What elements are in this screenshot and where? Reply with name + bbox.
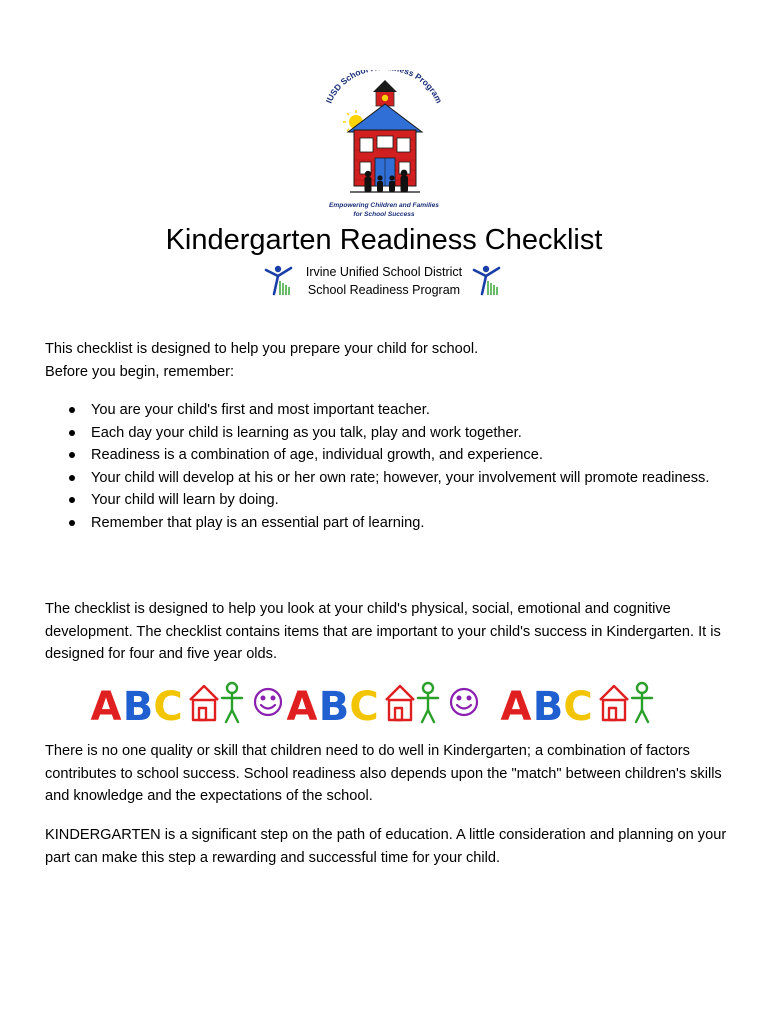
smiley-icon	[255, 689, 281, 715]
list-item: Readiness is a combination of age, individual growth, and experience.	[45, 444, 735, 467]
stick-figure-icon	[222, 683, 242, 722]
logo-tagline-line2: for School Success	[353, 211, 415, 218]
bullet-icon	[69, 407, 75, 413]
schoolhouse-logo-image	[318, 70, 450, 222]
abc-letter: C	[153, 684, 183, 728]
intro-text	[45, 338, 735, 383]
district-header	[0, 264, 768, 304]
abc-letter: A	[90, 684, 122, 728]
page-title: Kindergarten Readiness Checklist	[165, 224, 603, 256]
bullet-icon	[69, 475, 75, 481]
abc-letter: C	[349, 684, 379, 728]
stick-figure-icon	[632, 683, 652, 722]
abc-decoration-strip	[90, 678, 664, 728]
list-item: Your child will develop at his or her own rate; however, your involvement will promote readiness.	[45, 467, 735, 490]
list-item: You are your child's first and most important teacher.	[45, 399, 735, 422]
smiley-icon	[451, 689, 477, 715]
house-icon	[190, 686, 218, 720]
house-icon	[600, 686, 628, 720]
abc-letter: B	[122, 684, 154, 728]
bullet-icon	[69, 452, 75, 458]
abc-group	[286, 678, 486, 728]
logo-arc-text: IUSD Schoo ss Program	[323, 70, 445, 105]
intro-line: This checklist is designed to help you prepare your child for school.	[45, 341, 479, 357]
abc-group	[90, 678, 290, 728]
stick-figure-icon	[418, 683, 438, 722]
school-readiness-logo	[318, 70, 450, 222]
abc-letter: A	[500, 684, 532, 728]
program-name: School Readiness Program	[307, 282, 461, 297]
checklist-description: The checklist is designed to help you look at your child's physical, social, emotional and cognitive development. The checklist contains items that are important to your child's success in Kindergarten. It is designed for four and five year olds.	[45, 601, 721, 662]
bullet-icon	[69, 520, 75, 526]
abc-letter: A	[286, 684, 318, 728]
intro-line: Before you begin, remember:	[45, 363, 235, 380]
abc-letter: B	[318, 684, 350, 728]
district-name: Irvine Unified School District	[305, 265, 463, 279]
abc-letter: C	[563, 684, 593, 728]
bell-icon	[382, 95, 388, 101]
abc-letter: B	[532, 684, 564, 728]
bullet-icon	[69, 430, 75, 436]
district-logo-icon	[472, 264, 502, 298]
logo-tagline-line1: Empowering Children and Families	[329, 202, 439, 209]
reminder-list	[45, 399, 735, 534]
kindergarten-paragraph: KINDERGARTEN is a significant step on the path of education. A little consideration and planning on your part can make this step a rewarding and successful time for your child.	[45, 827, 727, 866]
house-icon	[386, 686, 414, 720]
readiness-paragraph: There is no one quality or skill that children need to do well in Kindergarten; a combination of factors contributes to school success. School readiness also depends upon the "match" between children's skills and knowledge and the expectations of the school.	[45, 743, 722, 804]
list-item: Your child will learn by doing.	[45, 489, 735, 512]
bullet-icon	[69, 497, 75, 503]
abc-group	[500, 678, 700, 728]
list-item: Remember that play is an essential part of learning.	[45, 512, 735, 535]
list-item: Each day your child is learning as you talk, play and work together.	[45, 422, 735, 445]
